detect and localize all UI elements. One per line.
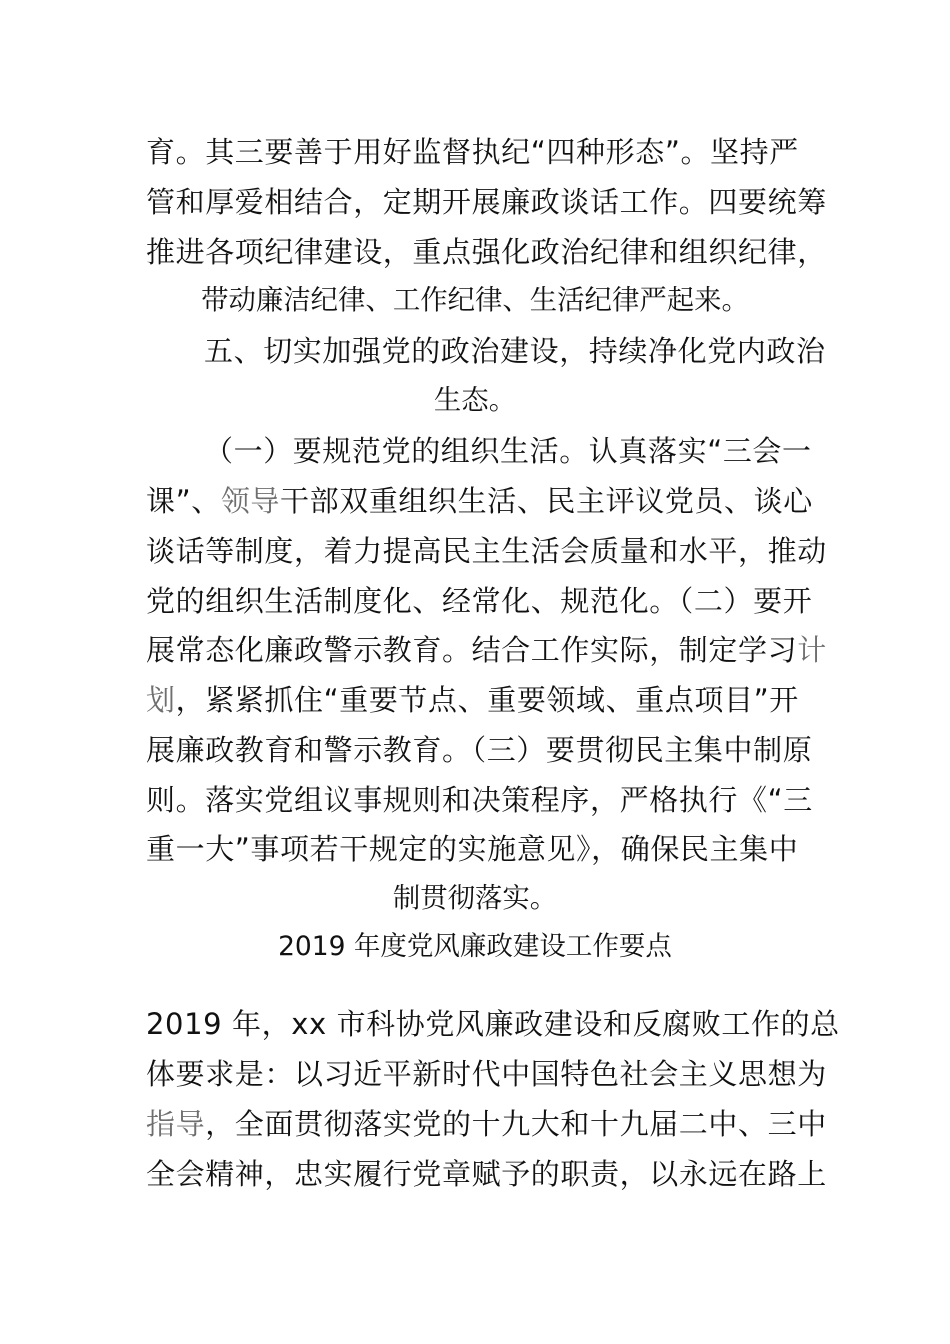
intro-line-4: 全会精神，忠实履行党章赋予的职责，以永远在路上 (146, 1157, 827, 1191)
text-run-gray: 计 (797, 633, 827, 667)
section4-line-3: 推进各项纪律建设，重点强化政治纪律和组织纪律， (146, 235, 827, 269)
section5-body-line-9: 重一大”事项若干规定的实施意见》，确保民主集中 (146, 832, 799, 866)
intro-line-3 (146, 1099, 827, 1149)
section5-body-line-7: 展廉政教育和警示教育。（三）要贯彻民主集中制原 (146, 733, 813, 767)
document-title: 2019 年度党风廉政建设工作要点 (278, 931, 672, 962)
text-run-gray: 指导 (146, 1107, 206, 1141)
text-run: ，全面贯彻落实党的十九大和十九届二中、三中 (205, 1107, 827, 1141)
section5-body-line-6 (146, 675, 799, 725)
section5-body-line-5 (146, 625, 827, 675)
section5-heading-line-1: 五、切实加强党的政治建设，持续净化党内政治 (204, 334, 826, 368)
section5-body-line-1: （一）要规范党的组织生活。认真落实“三会一 (204, 434, 812, 468)
section4-line-4: 带动廉洁纪律、工作纪律、生活纪律严起来。 (201, 285, 749, 316)
section5-body-line-10: 制贯彻落实。 (392, 883, 558, 914)
text-run: 课”、 (146, 484, 221, 518)
section5-body-line-3: 谈话等制度，着力提高民主生活会质量和水平，推动 (146, 534, 827, 568)
section4-line-2: 管和厚爱相结合，定期开展廉政谈话工作。四要统筹 (146, 185, 827, 219)
intro-line-1: 2019 年，xx 市科协党风廉政建设和反腐败工作的总 (146, 1007, 840, 1041)
section5-heading-line-2: 生态。 (433, 385, 517, 416)
section5-body-line-2 (146, 476, 813, 526)
text-run: ，紧紧抓住“重要节点、重要领域、重点项目”开 (175, 683, 799, 717)
section5-body-line-4: 党的组织生活制度化、经常化、规范化。（二）要开 (146, 584, 813, 618)
text-run: 干部双重组织生活、民主评议党员、谈心 (280, 484, 813, 518)
text-run-gray: 领导 (220, 484, 281, 518)
section4-line-1: 育。其三要善于用好监督执纪“四种形态”。坚持严 (146, 135, 799, 169)
intro-line-2: 体要求是：以习近平新时代中国特色社会主义思想为 (146, 1057, 827, 1091)
text-run-gray: 划 (146, 683, 176, 717)
section5-body-line-8: 则。落实党组议事规则和决策程序，严格执行《“三 (146, 783, 813, 817)
text-run: 展常态化廉政警示教育。结合工作实际，制定学习 (146, 633, 798, 667)
